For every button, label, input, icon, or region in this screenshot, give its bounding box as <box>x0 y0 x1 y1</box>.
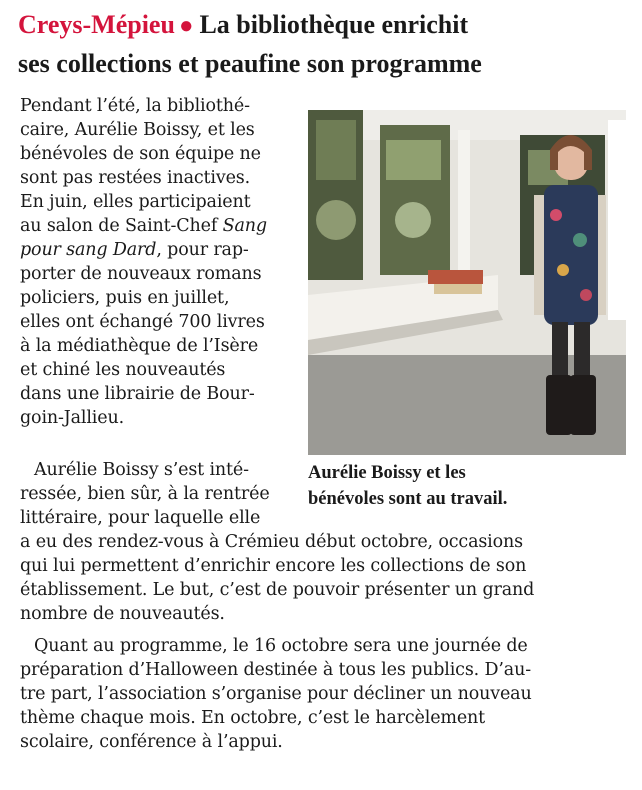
article-line: scolaire, conférence à l’appui. <box>20 732 283 752</box>
article-text: au salon de Saint-Chef <box>20 216 223 236</box>
article-line: goin-Jallieu. <box>20 408 124 428</box>
headline-title-line2: ses collections et peaufine son programme <box>18 49 482 78</box>
book-title-italic: Sang <box>222 216 267 236</box>
article-line: thème chaque mois. En octobre, c’est le harcèlement <box>20 708 486 728</box>
article-line: préparation d’Halloween destinée à tous les publics. D’au- <box>20 660 531 680</box>
headline <box>18 6 628 83</box>
photo-caption-line2: bénévoles sont au travail. <box>308 489 508 509</box>
article-line <box>20 238 249 262</box>
bullet-dot-icon: ● <box>178 13 194 39</box>
article-line: nombre de nouveautés. <box>20 604 225 624</box>
article-line: Pendant l’été, la bibliothé- <box>20 96 250 116</box>
article-line: porter de nouveaux romans <box>20 264 262 284</box>
article-line <box>20 214 267 238</box>
article-photo <box>308 110 626 455</box>
article-line: tre part, l’association s’organise pour décliner un nouveau <box>20 684 532 704</box>
article-line: elles ont échangé 700 livres <box>20 312 265 332</box>
headline-place: Creys-Mépieu <box>18 10 175 39</box>
article-line: Quant au programme, le 16 octobre sera une journée de <box>34 636 528 656</box>
article-line: policiers, puis en juillet, <box>20 288 230 308</box>
photo-caption-line1: Aurélie Boissy et les <box>308 463 466 483</box>
article-line: établissement. Le but, c’est de pouvoir présenter un grand <box>20 580 535 600</box>
article-line: bénévoles de son équipe ne <box>20 144 261 164</box>
article-line: a eu des rendez-vous à Crémieu début octobre, occasions <box>20 532 523 552</box>
photo-illustration <box>308 110 626 455</box>
article-line: caire, Aurélie Boissy, et les <box>20 120 255 140</box>
article-line: littéraire, pour laquelle elle <box>20 508 261 528</box>
article-line: et chiné les nouveautés <box>20 360 226 380</box>
article-line: sont pas restées inactives. <box>20 168 251 188</box>
article-line: à la médiathèque de l’Isère <box>20 336 259 356</box>
article-line: En juin, elles participaient <box>20 192 251 212</box>
article-line: ressée, bien sûr, à la rentrée <box>20 484 270 504</box>
book-title-italic: pour sang Dard <box>20 240 157 260</box>
headline-title-line1: La bibliothèque enrichit <box>199 10 469 39</box>
article-text: , pour rap- <box>156 240 249 260</box>
article-line: qui lui permettent d’enrichir encore les collections de son <box>20 556 527 576</box>
article-line: dans une librairie de Bour- <box>20 384 255 404</box>
article-line: Aurélie Boissy s’est inté- <box>34 460 249 480</box>
